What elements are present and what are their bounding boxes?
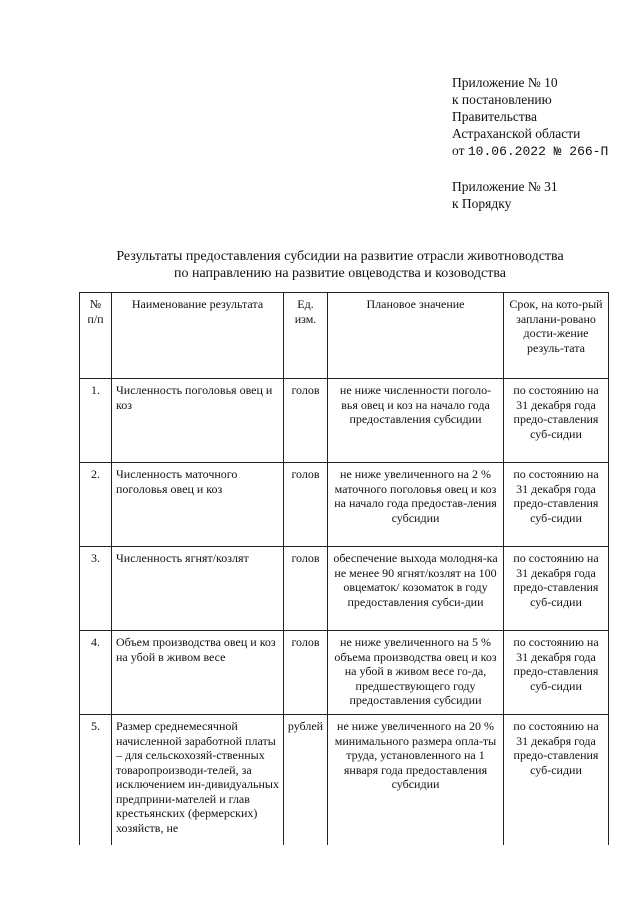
- cell-plan: не ниже увеличенного на 5 % объема производства овец и коз на убой в живом весе го-да, предшествующего году предоставления субсидии: [328, 631, 504, 715]
- cell-unit: голов: [284, 631, 328, 715]
- cell-term: по состоянию на 31 декабря года предо-ставления суб-сидии: [504, 379, 609, 463]
- cell-name: Объем производства овец и коз на убой в живом весе: [112, 631, 284, 715]
- cell-name: Размер среднемесячной начисленной заработной платы – для сельскохозяй-ственных товаропроизводи-телей, за исключением ин-дивидуальных предприни-мателей и глав крестьянских (фермерских) хозяйств, не: [112, 715, 284, 845]
- cell-term: по состоянию на 31 декабря года предо-ставления суб-сидии: [504, 547, 609, 631]
- header-num: № п/п: [80, 293, 112, 379]
- cell-term: по состоянию на 31 декабря года предо-ставления суб-сидии: [504, 631, 609, 715]
- cell-num: 1.: [80, 379, 112, 463]
- date-prefix: от: [452, 143, 465, 158]
- cell-plan: не ниже увеличенного на 20 % минимального размера опла-ты труда, установленного на 1 января года предоставления субсидии: [328, 715, 504, 845]
- table-row: [80, 547, 609, 631]
- appendix-line: к постановлению: [452, 92, 552, 107]
- appendix-line: Приложение № 31: [452, 179, 558, 194]
- header-plan: Плановое значение: [328, 293, 504, 379]
- appendix-date-line: [452, 142, 608, 160]
- cell-num: 5.: [80, 715, 112, 845]
- table-row: [80, 715, 609, 845]
- table-row: [80, 631, 609, 715]
- cell-unit: рублей: [284, 715, 328, 845]
- cell-unit: голов: [284, 547, 328, 631]
- cell-plan: не ниже увеличенного на 2 % маточного поголовья овец и коз на начало года предостав-ления субсидии: [328, 463, 504, 547]
- cell-term: по состоянию на 31 декабря года предо-ставления суб-сидии: [504, 715, 609, 845]
- cell-term: по состоянию на 31 декабря года предо-ставления суб-сидии: [504, 463, 609, 547]
- document-title: [70, 248, 610, 282]
- appendix-line: к Порядку: [452, 196, 512, 211]
- header-name: Наименование результата: [112, 293, 284, 379]
- results-table: [79, 292, 609, 845]
- cell-num: 3.: [80, 547, 112, 631]
- cell-name: Численность поголовья овец и коз: [112, 379, 284, 463]
- appendix-line: Правительства: [452, 109, 537, 124]
- cell-num: 2.: [80, 463, 112, 547]
- appendix-line: Астраханской области: [452, 126, 581, 141]
- table-row: [80, 379, 609, 463]
- header-unit: Ед. изм.: [284, 293, 328, 379]
- appendix-block: [452, 74, 608, 160]
- table-row: [80, 463, 609, 547]
- appendix-to-order-block: [452, 178, 558, 212]
- title-line-1: Результаты предоставления субсидии на развитие отрасли животноводства: [116, 249, 564, 264]
- cell-plan: не ниже численности поголо-вья овец и коз на начало года предоставления субсидии: [328, 379, 504, 463]
- cell-unit: голов: [284, 379, 328, 463]
- cell-name: Численность ягнят/козлят: [112, 547, 284, 631]
- cell-name: Численность маточного поголовья овец и коз: [112, 463, 284, 547]
- title-line-2: по направлению на развитие овцеводства и козоводства: [174, 266, 506, 281]
- cell-plan: обеспечение выхода молодня-ка не менее 90 ягнят/козлят на 100 овцематок/ козоматок в году предоставления субси-дии: [328, 547, 504, 631]
- table-header-row: [80, 293, 609, 379]
- appendix-line: Приложение № 10: [452, 75, 558, 90]
- cell-unit: голов: [284, 463, 328, 547]
- date-stamp: 10.06.2022 № 266-П: [467, 144, 609, 159]
- header-term: Срок, на кото-рый заплани-ровано дости-жение резуль-тата: [504, 293, 609, 379]
- cell-num: 4.: [80, 631, 112, 715]
